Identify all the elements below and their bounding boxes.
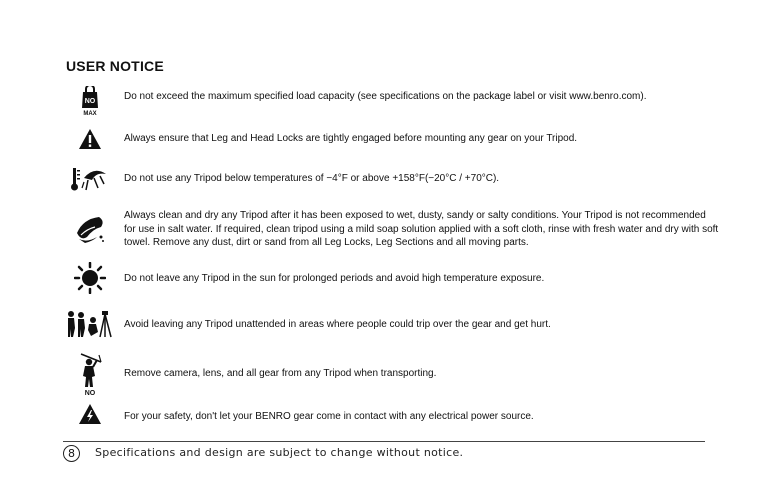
person-carrying-tripod-icon xyxy=(62,352,118,396)
notice-text: For your safety, don't let your BENRO gear come in contact with any electrical power source. xyxy=(124,411,534,422)
electric-hazard-icon xyxy=(62,403,118,425)
footer-disclaimer: Specifications and design are subject to change without notice. xyxy=(95,446,464,459)
notice-text: Always clean and dry any Tripod after it has been exposed to wet, dusty, sandy or salty conditions. Your Tripod is not recommended for use in salt water. If required, clean tripod using a mild soap solution applied with a soft cloth, rinse with fresh water and dry with soft towel. Remove any dust, dirt or sand from all Leg Locks, Leg Sections and all moving parts. xyxy=(124,210,719,248)
no-label: NO xyxy=(84,98,96,105)
cleaning-hands-icon xyxy=(62,210,118,246)
page-number: 8 xyxy=(63,445,80,462)
notice-text: Do not exceed the maximum specified load capacity (see specifications on the package label or visit www.benro.com). xyxy=(124,91,647,102)
notice-text: Do not leave any Tripod in the sun for prolonged periods and avoid high temperature exposure. xyxy=(124,273,545,284)
footer-divider xyxy=(63,441,705,442)
notice-text: Avoid leaving any Tripod unattended in areas where people could trip over the gear and get hurt. xyxy=(124,319,551,330)
no-label: NO xyxy=(84,390,96,396)
no-max-load-icon xyxy=(62,86,118,116)
warning-triangle-icon xyxy=(62,128,118,150)
temperature-weather-icon xyxy=(62,164,118,192)
notice-text: Do not use any Tripod below temperatures of −4°F or above +158°F(−20°C / +70°C). xyxy=(124,173,500,184)
notice-text: Remove camera, lens, and all gear from any Tripod when transporting. xyxy=(124,368,437,379)
page-title: USER NOTICE xyxy=(66,58,164,74)
notice-text: Always ensure that Leg and Head Locks are tightly engaged before mounting any gear on your Tripod. xyxy=(124,133,578,144)
people-tripod-icon xyxy=(62,310,118,338)
max-label: MAX xyxy=(83,111,97,116)
sun-icon xyxy=(62,262,118,294)
